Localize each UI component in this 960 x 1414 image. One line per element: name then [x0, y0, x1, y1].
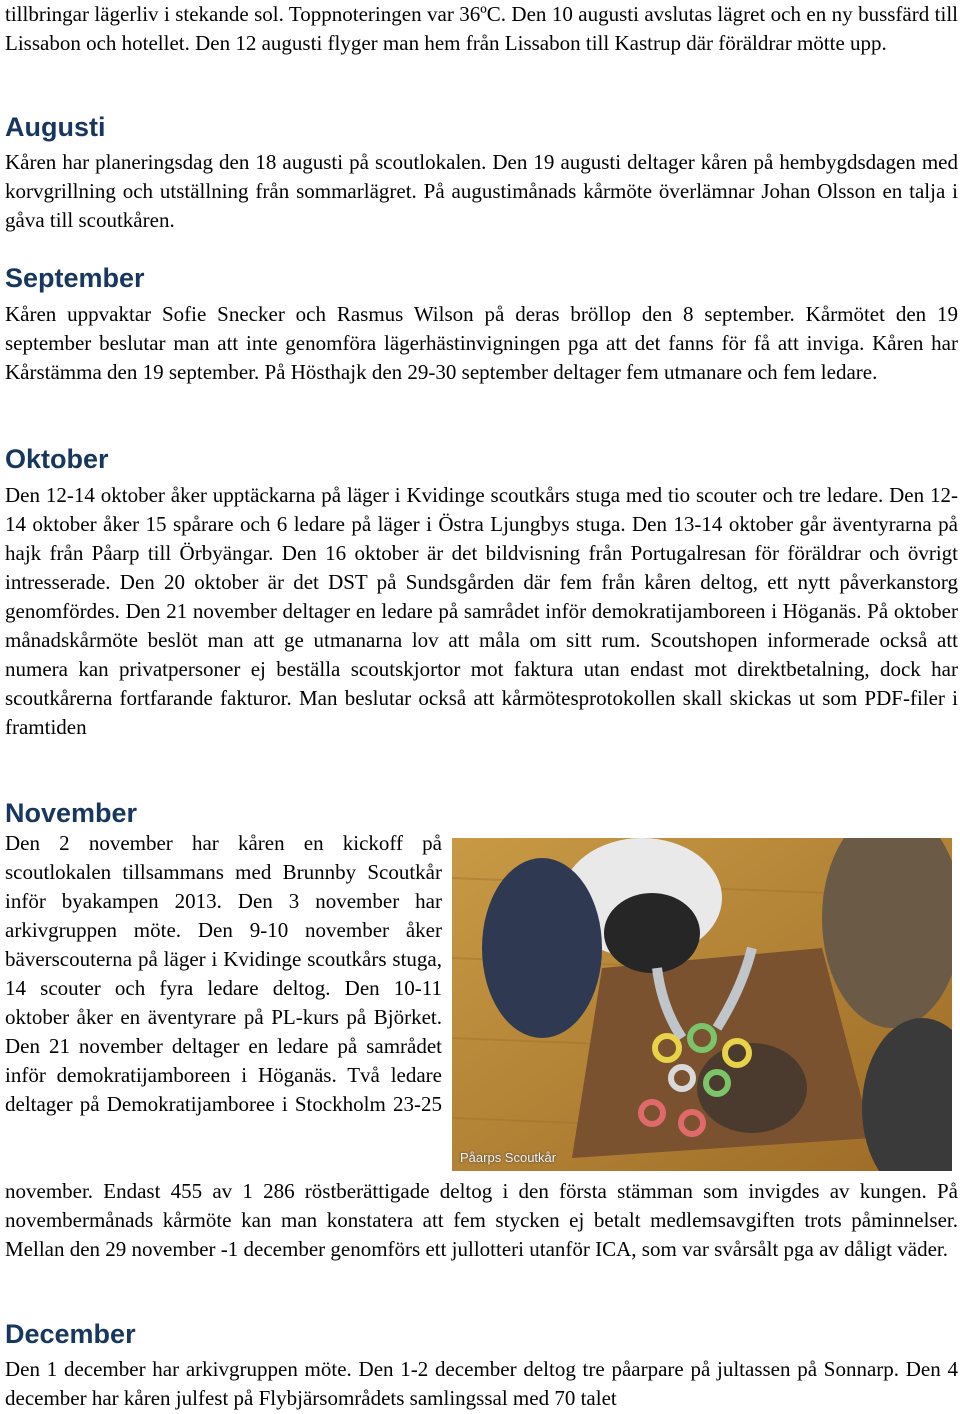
- paragraph-september: Kåren uppvaktar Sofie Snecker och Rasmus Wilson på deras bröllop den 8 september. Kårmötet den 19 september beslutar man att inte genomföra lägerhästinvigningen pga att det fanns för få att inviga. Kåren har Kårstämma den 19 september. På Hösthajk den 29-30 september deltager fem utmanare och fem ledare.: [5, 302, 958, 384]
- paragraph-augusti: Kåren har planeringsdag den 18 augusti på scoutlokalen. Den 19 augusti deltager kåren på hembygdsdagen med korvgrillning och utställning från sommarlägret. På augustimånads kårmöte överlämnar Johan Olsson en talja i gåva till scoutkåren.: [5, 150, 958, 232]
- heading-oktober: Oktober: [5, 444, 109, 474]
- paragraph-november-column: Den 2 november har kåren en kickoff på scoutlokalen tillsammans med Brunnby Scoutkår inför byakampen 2013. Den 3 november har arkivgruppen möte. Den 9-10 november åker bäverscouterna på läger i Kvidinge scoutkårs stuga, 14 scouter och fyra ledare deltog. Den 10-11 oktober åker en äventyrare på PL-kurs på Björket. Den 21 november deltager en ledare på samrådet inför demokratijamboreen i Höganäs. Två ledare deltager på Demokratijamboree i Stockholm 23-25: [5, 831, 442, 1116]
- paragraph-december: Den 1 december har arkivgruppen möte. Den 1-2 december deltog tre påarpare på jultassen på Sonnarp. Den 4 december har kåren julfest på Flybjärsområdets samlingssal med 70 talet: [5, 1357, 958, 1410]
- heading-september: September: [5, 263, 145, 293]
- photo-caption: Påarps Scoutkår: [460, 1150, 557, 1165]
- scout-game-photo: [452, 838, 952, 1171]
- paragraph-oktober: Den 12-14 oktober åker upptäckarna på läger i Kvidinge scoutkårs stuga med tio scouter och tre ledare. Den 12-14 oktober åker 15 spårare och 6 ledare på läger i Östra Ljungbys stuga. Den 13-14 oktober går äventyrarna på hajk från Påarp till Örbyängar. Den 16 oktober är det bildvisning från Portugalresan för föräldrar och övrigt intresserade. Den 20 oktober är det DST på Sundsgården där fem från kåren deltog, ett nytt påverkanstorg genomfördes. Den 21 november deltager en ledare på samrådet inför demokratijamboreen i Höganäs. På oktober månadskårmöte beslöt man att ge utmanarna lov att måla om sitt rum. Scoutshopen informerade också att numera kan privatpersoner ej beställa scoutskjortor mot faktura utan endast mot direktbetalning, dock har scoutkårerna fortfarande fakturor. Man beslutar också att kårmötesprotokollen skall skickas ut som PDF-filer i framtiden: [5, 483, 958, 739]
- paragraph-november-continued: november. Endast 455 av 1 286 röstberättigade deltog i den första stämman som invigdes av kungen. På novembermånads kårmöte kan man konstatera att fem stycken ej betalt medlemsavgiften trots påminnelser. Mellan den 29 november -1 december genomförs ett jullotteri utanför ICA, som var svårsålt pga av dåligt väder.: [5, 1179, 958, 1261]
- heading-augusti: Augusti: [5, 112, 106, 142]
- heading-december: December: [5, 1319, 136, 1349]
- photo-illustration: [452, 838, 952, 1171]
- intro-paragraph: tillbringar lägerliv i stekande sol. Toppnoteringen var 36ºC. Den 10 augusti avslutas lägret och en ny bussfärd till Lissabon och hotellet. Den 12 augusti flyger man hem från Lissabon till Kastrup där föräldrar mötte upp.: [5, 2, 958, 55]
- heading-november: November: [5, 798, 138, 828]
